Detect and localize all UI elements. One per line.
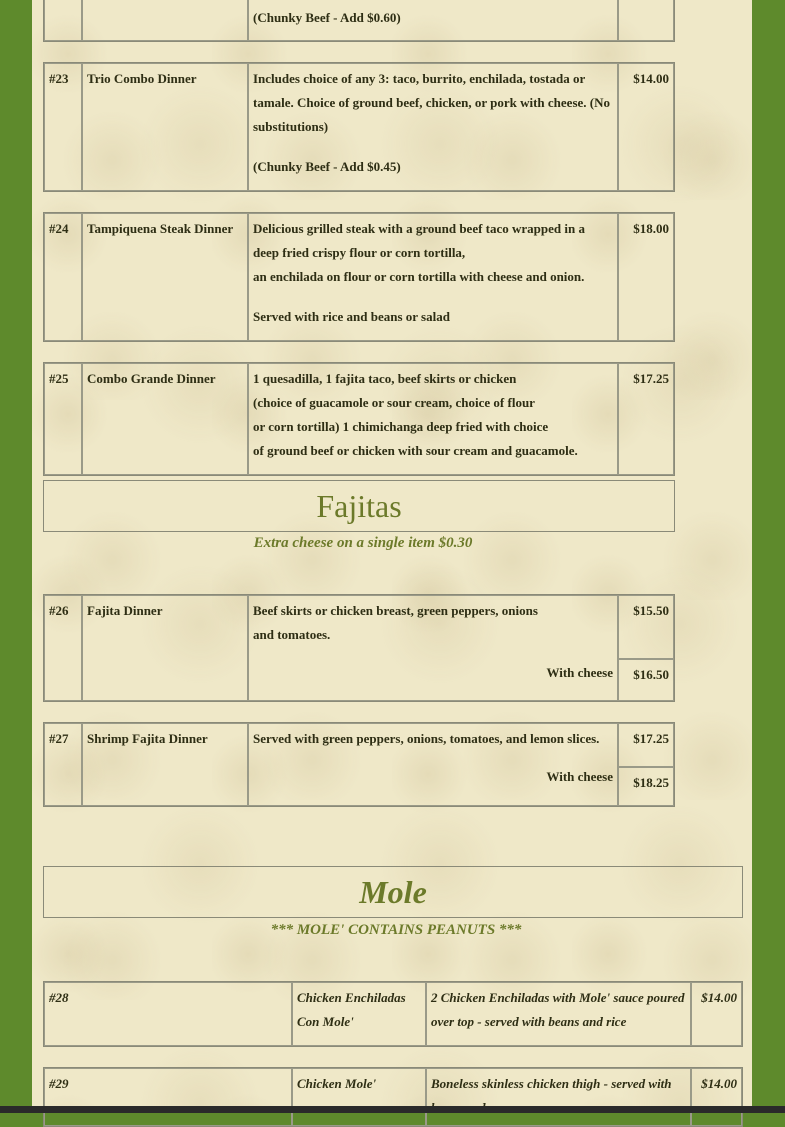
item-price: $18.00 bbox=[618, 213, 674, 341]
item-extra: (Chunky Beef - Add $0.45) bbox=[253, 159, 401, 174]
item-name: Trio Combo Dinner bbox=[82, 63, 248, 191]
section-title: Fajitas bbox=[316, 488, 402, 524]
menu-row-partial bbox=[43, 0, 675, 42]
item-description: Beef skirts or chicken breast, green peppers, onions and tomatoes. bbox=[253, 603, 538, 642]
item-description: Served with green peppers, onions, tomatoes, and lemon slices. bbox=[253, 731, 600, 746]
bottom-bar bbox=[0, 1106, 785, 1113]
item-number: #25 bbox=[44, 363, 82, 475]
menu-row bbox=[43, 62, 675, 192]
with-cheese-label: With cheese bbox=[546, 769, 613, 784]
item-name: Tampiquena Steak Dinner bbox=[82, 213, 248, 341]
item-extra: (Chunky Beef - Add $0.60) bbox=[248, 0, 618, 41]
item-price: $17.25 bbox=[618, 723, 674, 767]
item-name: Combo Grande Dinner bbox=[82, 363, 248, 475]
item-description: Includes choice of any 3: taco, burrito, enchilada, tostada or tamale. Choice of ground beef, chicken, or pork with cheese. (No substitutions) bbox=[253, 71, 610, 134]
item-name: Chicken Mole' bbox=[292, 1068, 426, 1126]
item-price-with-cheese: $18.25 bbox=[618, 767, 674, 806]
item-number: #24 bbox=[44, 213, 82, 341]
menu-row bbox=[43, 981, 743, 1047]
item-description-2: an enchilada on flour or corn tortilla with cheese and onion. bbox=[253, 269, 585, 284]
item-name: Fajita Dinner bbox=[82, 595, 248, 701]
item-description: 2 Chicken Enchiladas with Mole' sauce poured over top - served with beans and rice bbox=[426, 982, 691, 1046]
section-note: Extra cheese on a single item $0.30 bbox=[253, 535, 473, 551]
item-line: (choice of guacamole or sour cream, choice of flour bbox=[253, 395, 535, 410]
item-number: #27 bbox=[44, 723, 82, 806]
item-line: of ground beef or chicken with sour cream and guacamole. bbox=[253, 443, 578, 458]
section-note: *** MOLE' CONTAINS PEANUTS *** bbox=[270, 922, 522, 938]
item-price-with-cheese: $16.50 bbox=[618, 659, 674, 701]
item-extra: Served with rice and beans or salad bbox=[253, 309, 450, 324]
item-line: or corn tortilla) 1 chimichanga deep fried with choice bbox=[253, 419, 549, 434]
item-price: $15.50 bbox=[618, 595, 674, 659]
section-header-mole bbox=[43, 866, 743, 918]
item-price: $14.00 bbox=[691, 1068, 742, 1126]
item-number: #28 bbox=[44, 982, 292, 1046]
item-description: Delicious grilled steak with a ground beef taco wrapped in a deep fried crispy flour or corn tortilla, bbox=[253, 221, 585, 260]
item-price: $14.00 bbox=[618, 63, 674, 191]
menu-row bbox=[43, 722, 675, 807]
section-header-fajitas bbox=[43, 480, 675, 532]
item-name: Chicken Enchiladas Con Mole' bbox=[292, 982, 426, 1046]
item-price: $17.25 bbox=[618, 363, 674, 475]
item-description: Boneless skinless chicken thigh - served with bbox=[426, 1068, 691, 1126]
menu-row bbox=[43, 1067, 743, 1127]
with-cheese-label: With cheese bbox=[546, 665, 613, 680]
item-name: Shrimp Fajita Dinner bbox=[82, 723, 248, 806]
item-number: #26 bbox=[44, 595, 82, 701]
item-price: $14.00 bbox=[691, 982, 742, 1046]
item-line: 1 quesadilla, 1 fajita taco, beef skirts or chicken bbox=[253, 371, 517, 386]
item-number: #23 bbox=[44, 63, 82, 191]
item-number: #29 bbox=[44, 1068, 292, 1126]
menu-row bbox=[43, 594, 675, 702]
section-title: Mole bbox=[359, 874, 427, 910]
menu-row bbox=[43, 362, 675, 476]
menu-row bbox=[43, 212, 675, 342]
